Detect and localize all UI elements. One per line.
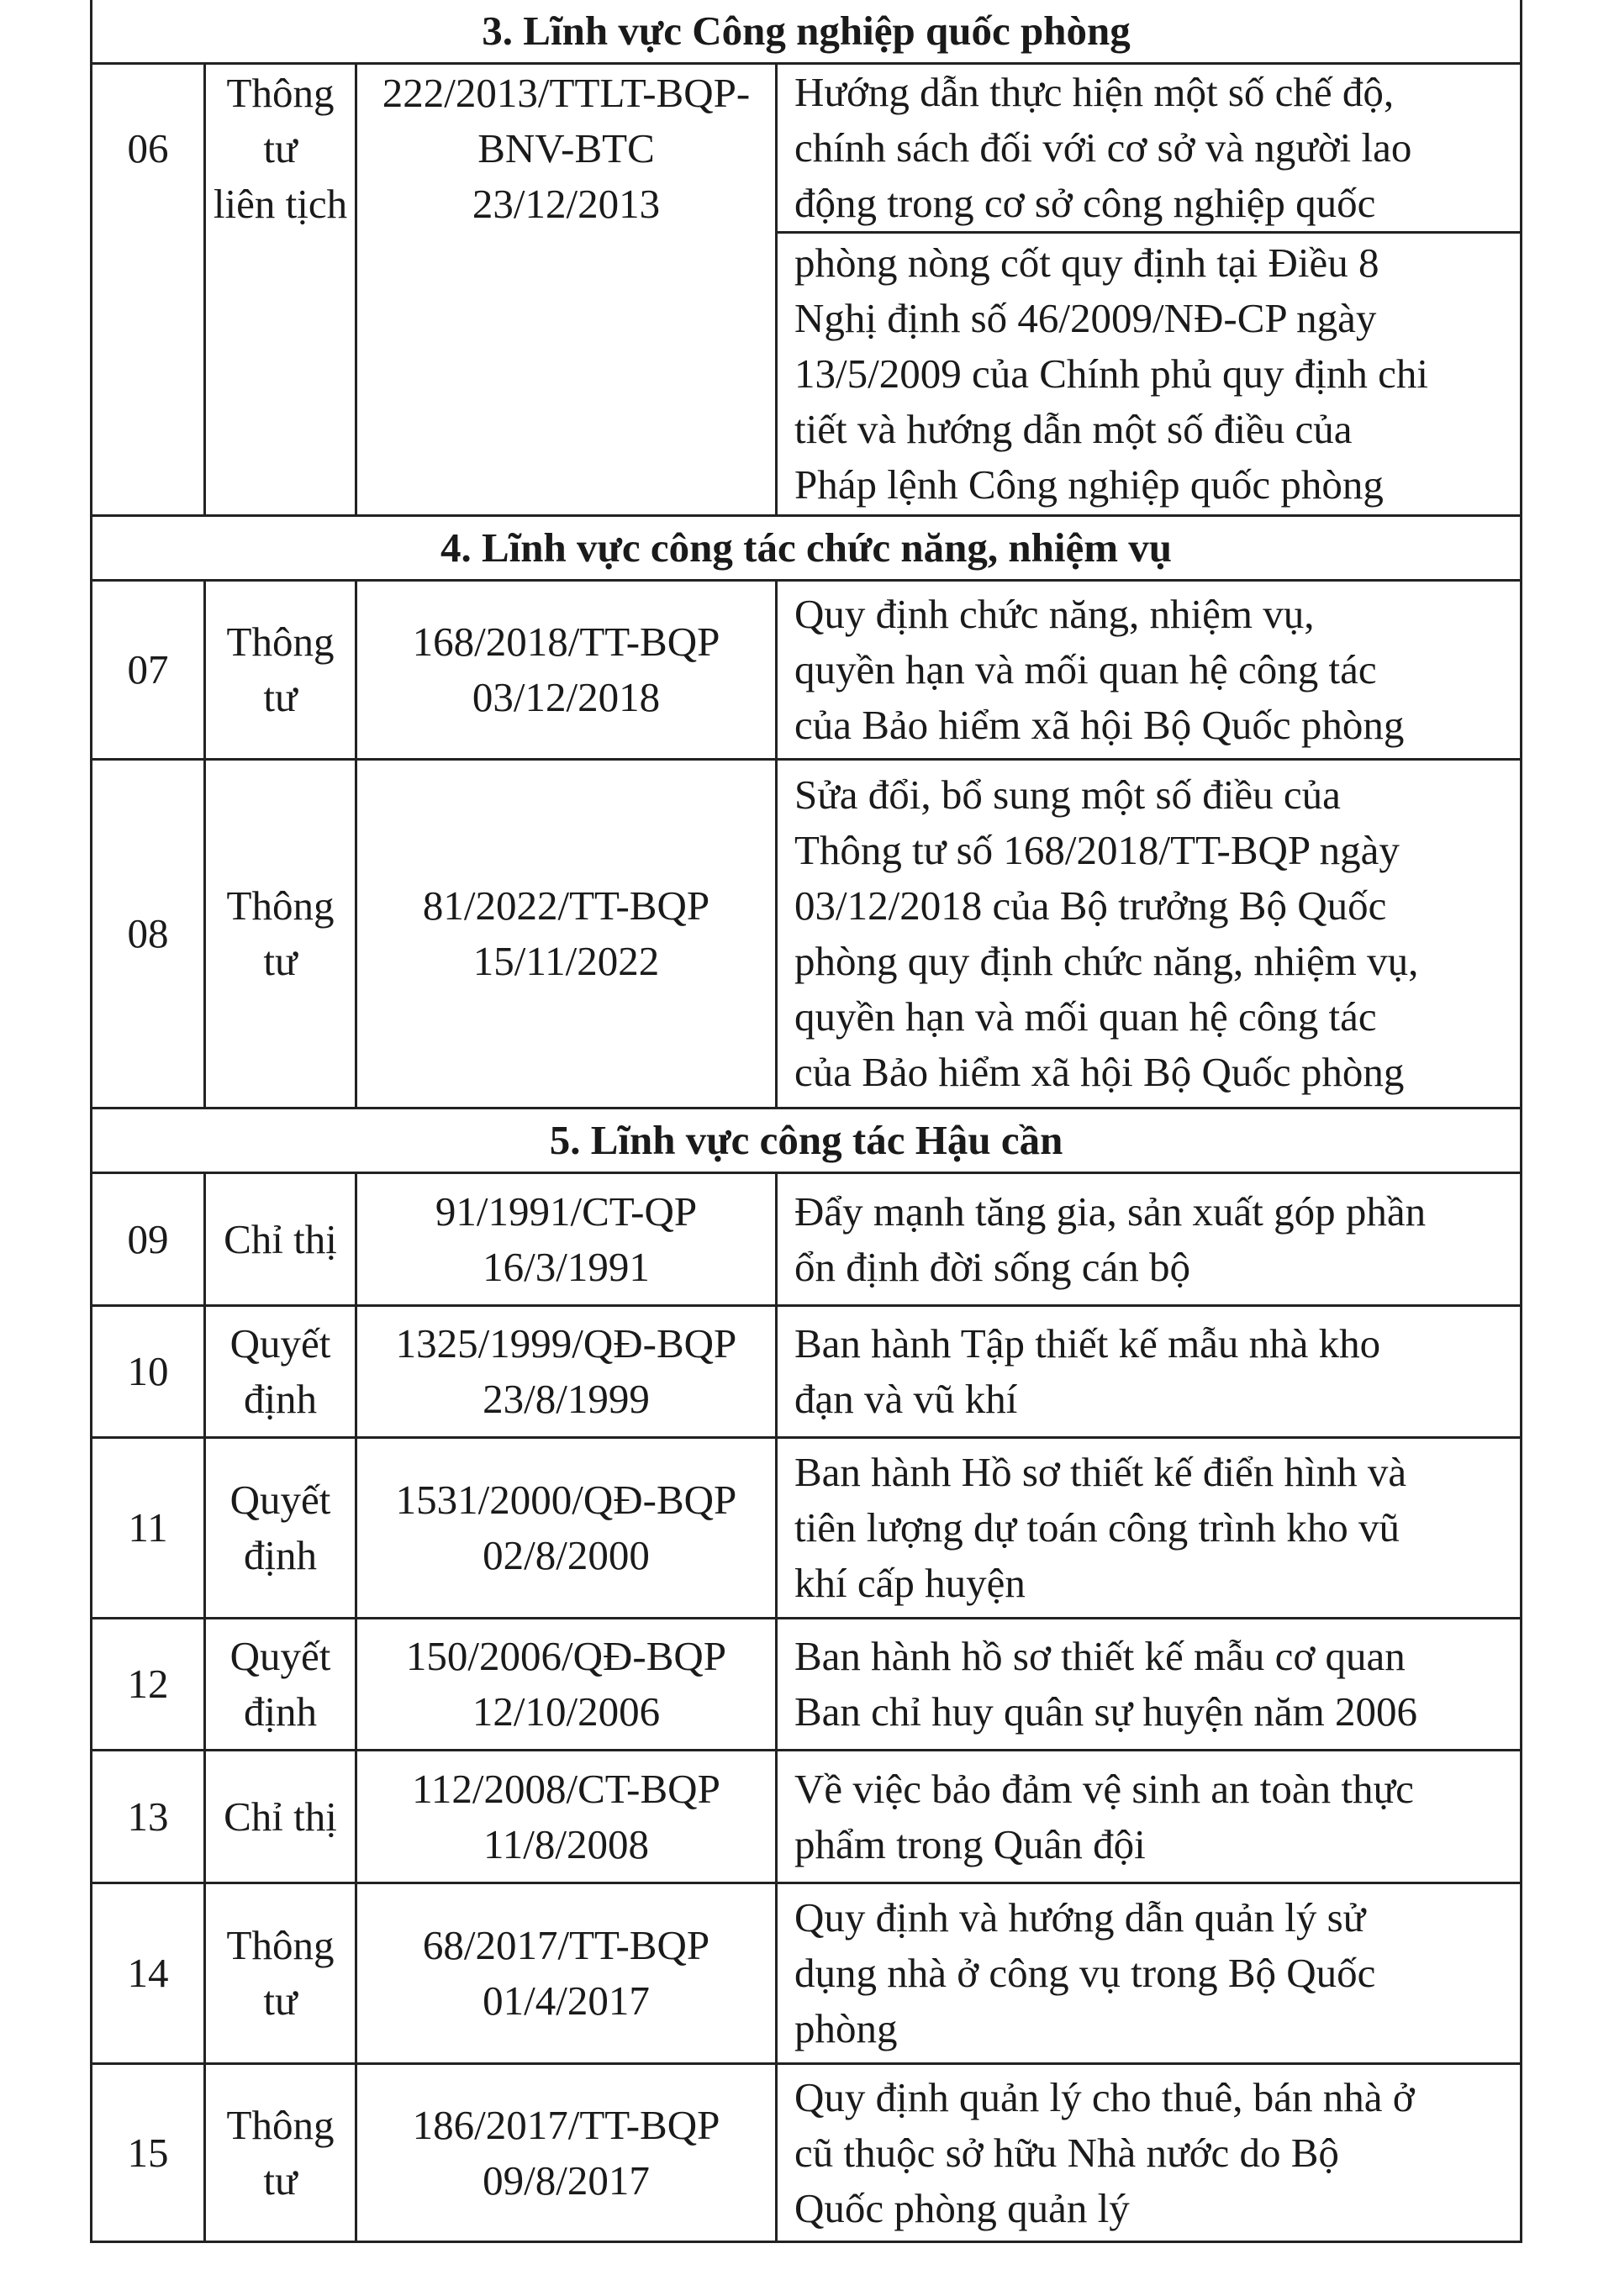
document-type: Thông tư liên tịch (205, 64, 356, 233)
document-content (777, 233, 1522, 516)
table-row (92, 760, 1522, 1109)
empty-cell (205, 233, 356, 516)
document-number-date: 68/2017/TT-BQP 01/4/2017 (356, 1883, 777, 2064)
document-number-date: 186/2017/TT-BQP 09/8/2017 (356, 2064, 777, 2242)
row-number: 10 (92, 1306, 205, 1438)
document-content (777, 581, 1522, 760)
document-number-date: 168/2018/TT-BQP 03/12/2018 (356, 581, 777, 760)
document-type: Thông tư (205, 760, 356, 1109)
document-number-date: 81/2022/TT-BQP 15/11/2022 (356, 760, 777, 1109)
document-content (777, 1438, 1522, 1619)
document-content (777, 2064, 1522, 2242)
document-number-date: 222/2013/TTLT-BQP- BNV-BTC 23/12/2013 (356, 64, 777, 233)
document-content (777, 1619, 1522, 1751)
section-header (92, 516, 1522, 581)
content-text: phòng nòng cốt quy định tại Điều 8 Nghị định số 46/2009/NĐ-CP ngày 13/5/2009 của Chính phủ quy định chi tiết và hướng dẫn một số điều của Pháp lệnh Công nghiệp quốc phòng (794, 240, 1428, 508)
document-type: Chỉ thị (205, 1751, 356, 1883)
section-header (92, 1109, 1522, 1173)
row-number: 11 (92, 1438, 205, 1619)
content-text: Về việc bảo đảm vệ sinh an toàn thực phẩm trong Quân đội (794, 1765, 1414, 1867)
section-title: 5. Lĩnh vực công tác Hậu cần (92, 1109, 1522, 1173)
content-text: Quy định và hướng dẫn quản lý sử dụng nhà ở công vụ trong Bộ Quốc phòng (794, 1894, 1376, 2051)
table-row (92, 1173, 1522, 1306)
row-number: 07 (92, 581, 205, 760)
document-type: Thông tư (205, 1883, 356, 2064)
document-type: Quyết định (205, 1619, 356, 1751)
empty-cell (356, 233, 777, 516)
content-text: Ban hành Tập thiết kế mẫu nhà kho đạn và vũ khí (794, 1320, 1381, 1422)
row-number: 12 (92, 1619, 205, 1751)
document-number-date: 91/1991/CT-QP 16/3/1991 (356, 1173, 777, 1306)
table-row (92, 2064, 1522, 2242)
section-header (92, 0, 1522, 64)
table-row (92, 64, 1522, 233)
content-text: Ban hành Hồ sơ thiết kế điển hình và tiên lượng dự toán công trình kho vũ khí cấp huyện (794, 1449, 1407, 1606)
section-title: 3. Lĩnh vực Công nghiệp quốc phòng (92, 0, 1522, 64)
row-number: 08 (92, 760, 205, 1109)
document-content (777, 1883, 1522, 2064)
table-row (92, 1619, 1522, 1751)
section-title: 4. Lĩnh vực công tác chức năng, nhiệm vụ (92, 516, 1522, 581)
content-text: Đẩy mạnh tăng gia, sản xuất góp phần ổn định đời sống cán bộ (794, 1187, 1427, 1290)
document-type: Quyết định (205, 1438, 356, 1619)
document-content (777, 64, 1522, 233)
empty-cell (92, 233, 205, 516)
content-text: Quy định quản lý cho thuê, bán nhà ở cũ thuộc sở hữu Nhà nước do Bộ Quốc phòng quản lý (794, 2073, 1415, 2231)
table-row (92, 1883, 1522, 2064)
row-number: 13 (92, 1751, 205, 1883)
document-number-date: 112/2008/CT-BQP 11/8/2008 (356, 1751, 777, 1883)
row-number: 06 (92, 64, 205, 233)
document-table (90, 0, 1522, 2243)
row-number: 14 (92, 1883, 205, 2064)
document-content (777, 760, 1522, 1109)
document-number-date: 150/2006/QĐ-BQP 12/10/2006 (356, 1619, 777, 1751)
document-content (777, 1751, 1522, 1883)
row-number: 09 (92, 1173, 205, 1306)
table-row-continued (92, 233, 1522, 516)
table-row (92, 1306, 1522, 1438)
content-text: Ban hành hồ sơ thiết kế mẫu cơ quan Ban chỉ huy quân sự huyện năm 2006 (794, 1633, 1418, 1735)
table-row (92, 1438, 1522, 1619)
document-content (777, 1173, 1522, 1306)
document-number-date: 1531/2000/QĐ-BQP 02/8/2000 (356, 1438, 777, 1619)
document-type: Chỉ thị (205, 1173, 356, 1306)
document-type: Thông tư (205, 581, 356, 760)
row-number: 15 (92, 2064, 205, 2242)
table-row (92, 581, 1522, 760)
document-content (777, 1306, 1522, 1438)
document-type: Thông tư (205, 2064, 356, 2242)
content-text: Hướng dẫn thực hiện một số chế độ, chính sách đối với cơ sở và người lao động trong cơ sở công nghiệp quốc (794, 69, 1412, 226)
content-text: Sửa đổi, bổ sung một số điều của Thông tư số 168/2018/TT-BQP ngày 03/12/2018 của Bộ trưởng Bộ Quốc phòng quy định chức năng, nhiệm vụ, quyền hạn và mối quan hệ công tác của Bảo hiểm xã hội Bộ Quốc phòng (794, 771, 1419, 1095)
table-row (92, 1751, 1522, 1883)
content-text: Quy định chức năng, nhiệm vụ, quyền hạn và mối quan hệ công tác của Bảo hiểm xã hội Bộ Quốc phòng (794, 591, 1405, 748)
document-type: Quyết định (205, 1306, 356, 1438)
document-number-date: 1325/1999/QĐ-BQP 23/8/1999 (356, 1306, 777, 1438)
